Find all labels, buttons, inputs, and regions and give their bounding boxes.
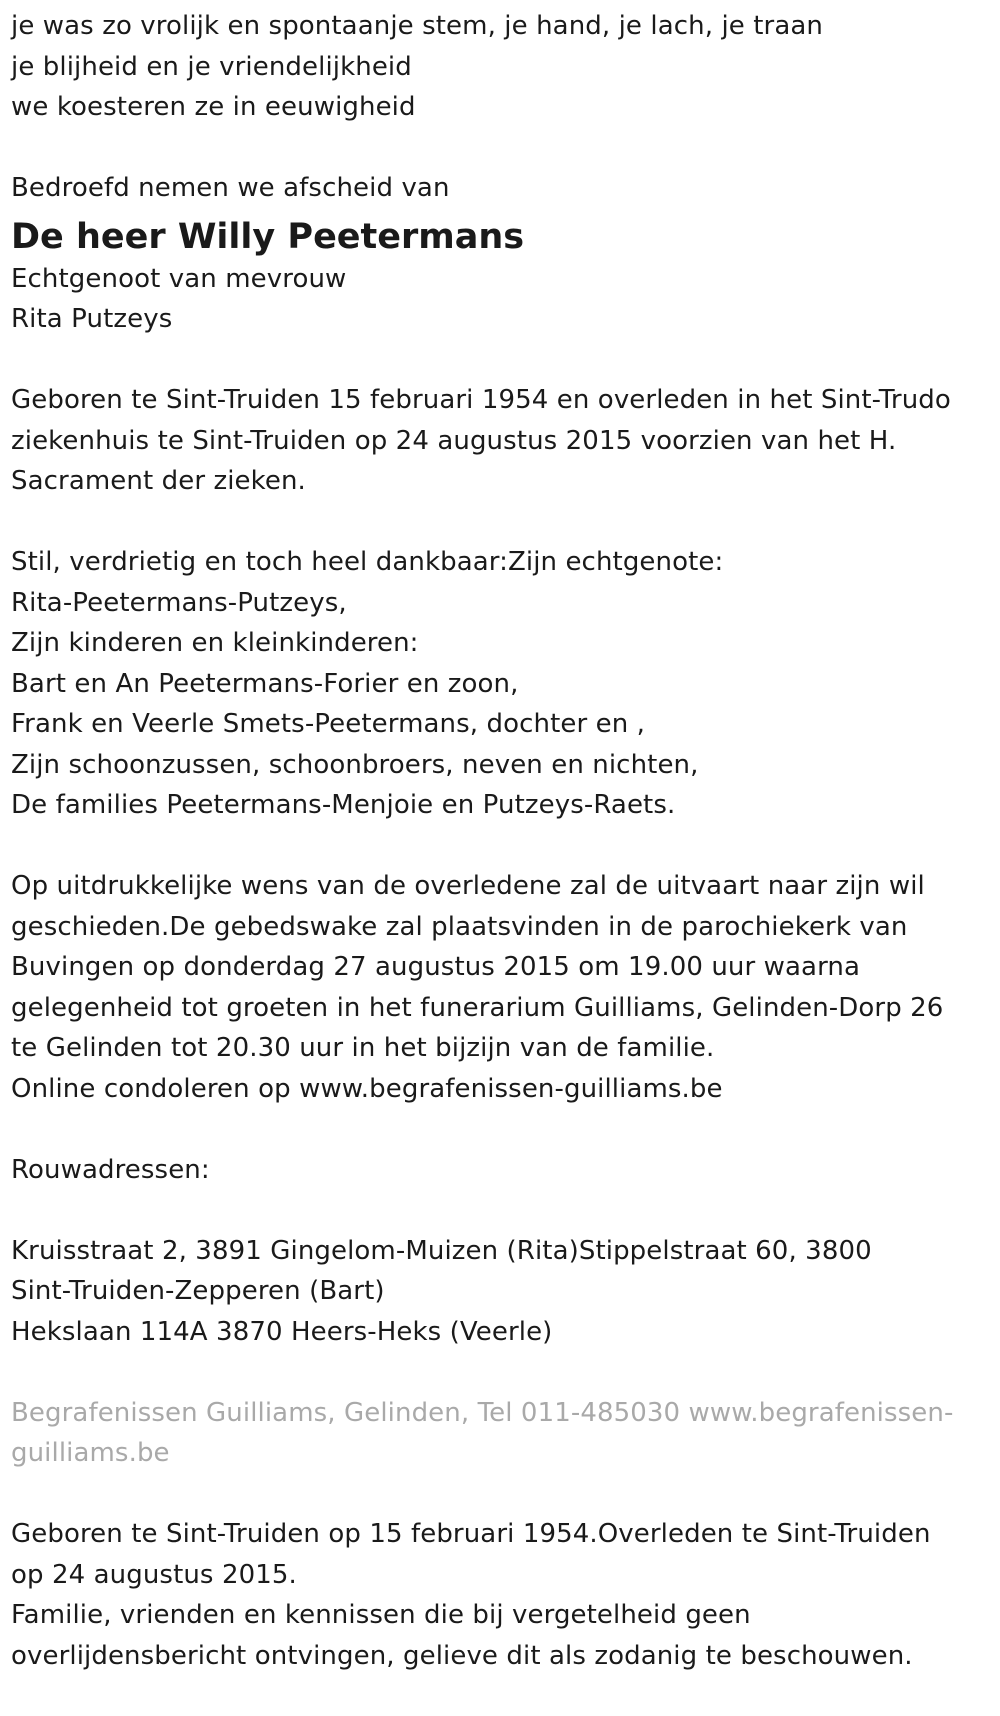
birth-death-line: ziekenhuis te Sint-Truiden op 24 augustus 2015 voorzien van het H. xyxy=(11,425,897,456)
footer-line: op 24 augustus 2015. xyxy=(11,1559,297,1590)
funeral-paragraph xyxy=(11,866,1000,1109)
intro-text: Bedroefd nemen we afscheid van xyxy=(11,173,450,203)
address-line: Sint-Truiden-Zepperen (Bart) xyxy=(11,1276,385,1306)
family-line: Zijn schoonzussen, schoonbroers, neven en nichten, xyxy=(11,749,699,780)
spouse-line: Rita Putzeys xyxy=(11,304,173,334)
spouse-line: Echtgenoot van mevrouw xyxy=(11,263,347,294)
birth-death-line: Geboren te Sint-Truiden 15 februari 1954 en overleden in het Sint-Trudo xyxy=(11,385,951,415)
footer-line: Familie, vrienden en kennissen die bij vergetelheid geen xyxy=(11,1600,751,1630)
funeral-line: gelegenheid tot groeten in het funerarium Guilliams, Gelinden-Dorp 26 xyxy=(11,992,944,1023)
poem-line: we koesteren ze in eeuwigheid xyxy=(11,92,416,122)
birth-death-paragraph xyxy=(11,380,1000,502)
spouse-info xyxy=(11,259,1000,340)
footer-line: Geboren te Sint-Truiden op 15 februari 1954.Overleden te Sint-Truiden xyxy=(11,1519,931,1549)
addresses-label: Rouwadressen: xyxy=(11,1154,210,1185)
addresses-list xyxy=(11,1231,1000,1353)
family-list xyxy=(11,542,1000,826)
address-line: Kruisstraat 2, 3891 Gingelom-Muizen (Rita)Stippelstraat 60, 3800 xyxy=(11,1235,872,1266)
funeral-line: geschieden.De gebedswake zal plaatsvinden in de parochiekerk van xyxy=(11,911,908,942)
undertaker-info xyxy=(11,1393,1000,1474)
family-line: Bart en An Peetermans-Forier en zoon, xyxy=(11,668,519,699)
funeral-line: Buvingen op donderdag 27 augustus 2015 om 19.00 uur waarna xyxy=(11,952,861,982)
funeral-line: Online condoleren op www.begrafenissen-guilliams.be xyxy=(11,1073,723,1104)
poem xyxy=(11,6,1000,128)
deceased-name: De heer Willy Peetermans xyxy=(11,216,525,257)
obituary-page xyxy=(0,6,1000,1716)
family-line: Frank en Veerle Smets-Peetermans, dochter en , xyxy=(11,709,646,739)
footer-notice xyxy=(11,1514,1000,1676)
funeral-line: Op uitdrukkelijke wens van de overledene zal de uitvaart naar zijn wil xyxy=(11,871,925,901)
undertaker-line: Begrafenissen Guilliams, Gelinden, Tel 011-485030 www.begrafenissen- xyxy=(11,1397,954,1428)
birth-death-line: Sacrament der zieken. xyxy=(11,466,306,496)
address-line: Hekslaan 114A 3870 Heers-Heks (Veerle) xyxy=(11,1316,553,1347)
footer-line: overlijdensbericht ontvingen, gelieve dit als zodanig te beschouwen. xyxy=(11,1640,913,1671)
poem-line: je was zo vrolijk en spontaanje stem, je hand, je lach, je traan xyxy=(11,11,823,41)
family-line: Stil, verdrietig en toch heel dankbaar:Zijn echtgenote: xyxy=(11,547,724,577)
poem-line: je blijheid en je vriendelijkheid xyxy=(11,51,412,82)
family-line: Zijn kinderen en kleinkinderen: xyxy=(11,628,419,658)
family-line: Rita-Peetermans-Putzeys, xyxy=(11,587,347,618)
funeral-line: te Gelinden tot 20.30 uur in het bijzijn van de familie. xyxy=(11,1033,715,1063)
family-line: De families Peetermans-Menjoie en Putzeys-Raets. xyxy=(11,790,676,820)
undertaker-line: guilliams.be xyxy=(11,1438,170,1468)
